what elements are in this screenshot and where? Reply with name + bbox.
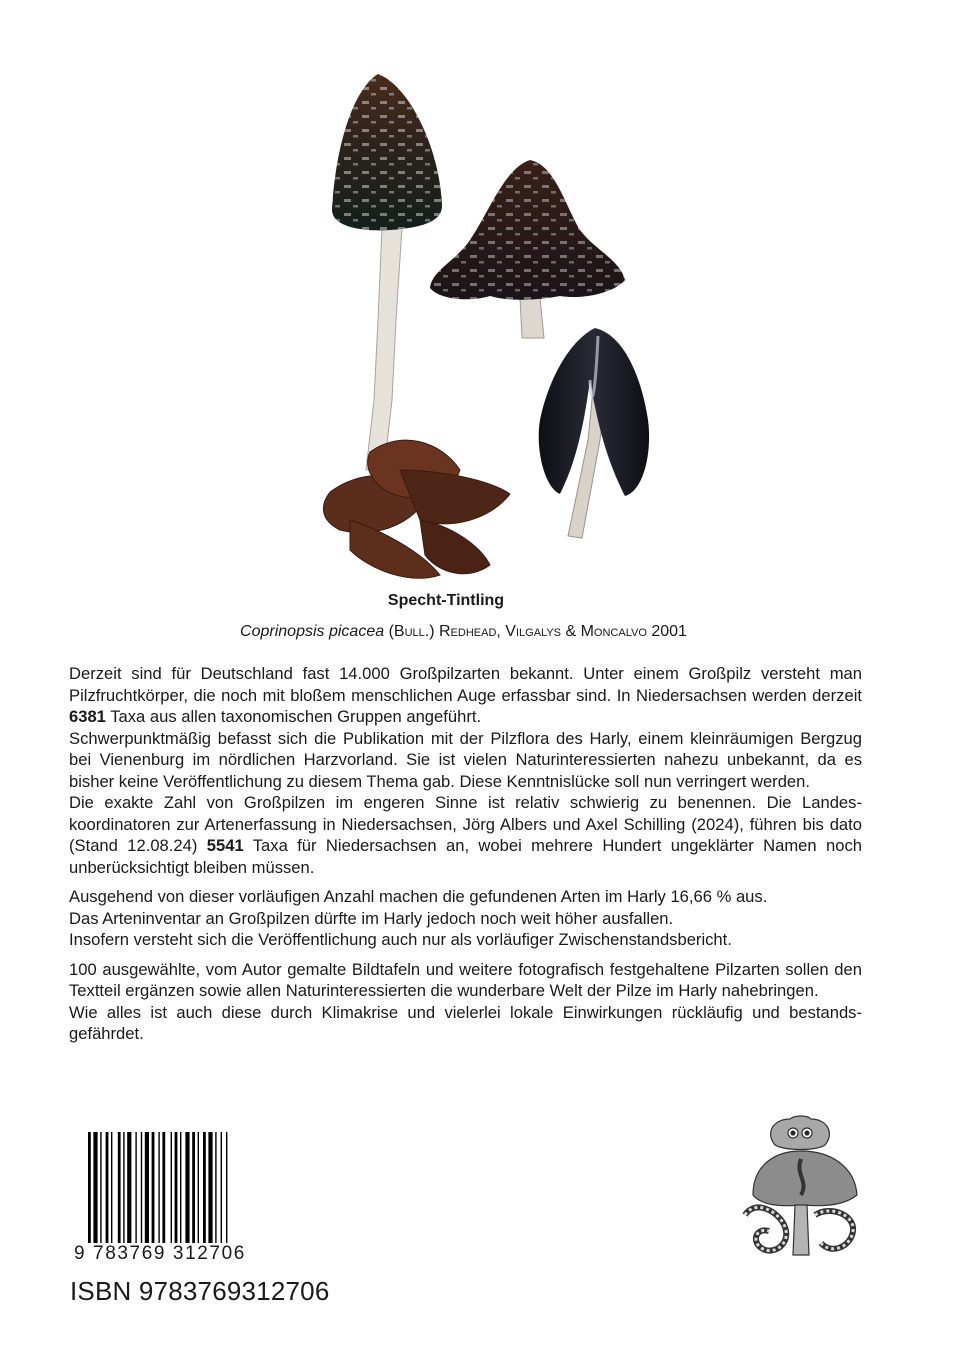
barcode-bar bbox=[118, 1132, 121, 1244]
author-bull: Bull. bbox=[393, 623, 430, 640]
barcode-bar bbox=[123, 1132, 124, 1244]
barcode-bar bbox=[198, 1132, 199, 1244]
isbn-number: ISBN 9783769312706 bbox=[70, 1276, 330, 1306]
barcode-bar bbox=[141, 1132, 142, 1244]
genus-species: Coprinopsis picacea bbox=[240, 623, 385, 640]
leaf-litter bbox=[323, 440, 510, 578]
paragraph-3 bbox=[69, 792, 862, 878]
barcode-bar bbox=[185, 1132, 189, 1244]
year: 2001 bbox=[651, 623, 687, 640]
author-open: ( bbox=[388, 623, 394, 640]
mushroom-illustration-icon bbox=[0, 0, 959, 600]
barcode-bar bbox=[93, 1132, 97, 1256]
p1-text-a: Derzeit sind für Deutschland fast 14.000 Großpilzarten bekannt. Unter einem Großpilz versteht man Pilzfruchtkörper, die noch mit bloßem menschlichen Auge erfassbar sind. In Niedersachsen werden derzeit bbox=[69, 664, 862, 705]
author-redhead: Redhead bbox=[438, 623, 497, 640]
barcode-bar bbox=[152, 1132, 155, 1244]
barcode-digits: 9 783769 312706 bbox=[74, 1243, 246, 1264]
p1-text-b: Taxa aus allen taxonomischen Gruppen angeführt. bbox=[105, 707, 482, 726]
barcode-bar bbox=[208, 1132, 212, 1244]
barcode-bar bbox=[175, 1132, 178, 1244]
barcode-bar bbox=[135, 1132, 136, 1244]
paragraph-6: Insofern versteht sich die Veröffentlichung auch nur als vorläufiger Zwischenstandsbericht. bbox=[69, 930, 732, 949]
author-vilgalys: Vilgalys bbox=[505, 623, 562, 640]
p1-number: 6381 bbox=[69, 707, 106, 726]
barcode-bar bbox=[162, 1132, 165, 1256]
barcode-bar bbox=[203, 1132, 206, 1244]
barcode-bar bbox=[221, 1132, 222, 1256]
paragraph-8: Wie alles ist auch diese durch Klimakrise und vielerlei lokale Einwirkungen rückläufig und bestandsgefährdet. bbox=[69, 1002, 862, 1043]
stem-left bbox=[366, 228, 402, 470]
comma: , bbox=[496, 623, 501, 640]
species-scientific-name bbox=[0, 623, 927, 641]
barcode-bar bbox=[215, 1132, 216, 1244]
barcode-bar bbox=[127, 1132, 131, 1244]
paragraph-4: Ausgehend von dieser vorläufigen Anzahl machen die gefundenen Arten im Harly 16,66 % aus. bbox=[69, 887, 768, 906]
blurb-text bbox=[69, 663, 862, 1045]
stem-middle bbox=[520, 298, 544, 338]
author-close: ) bbox=[429, 623, 435, 640]
paragraph-2: Schwerpunktmäßig befasst sich die Publikation mit der Pilzflora des Harly, einem kleinräumigen Bergzug bei Vienenburg im nördlichen Harzvorland. Sie ist vielen Naturinteressierten nahezu unbekannt, da es bisher keine Veröffentlichung zu diesem Thema gab. Diese Kenntnislücke soll nun verringert werden. bbox=[69, 728, 862, 791]
barcode-bar bbox=[180, 1132, 181, 1244]
p3-text-b: Taxa für Niedersachsen an, wobei mehrere Hundert ungeklärter Namen noch unberücksichtigt bleiben müssen. bbox=[69, 836, 862, 877]
owl-snake-mushroom-logo-icon bbox=[735, 1115, 865, 1265]
barcode-bar bbox=[226, 1132, 227, 1256]
p3-text-a: Die exakte Zahl von Großpilzen im engeren Sinne ist relativ schwierig zu benennen. Die Landeskoordinatoren zur Artenerfassung in Niedersachsen, Jörg Albers und Axel Schilling (2024), führen bis dato (Stand 12.08.24) bbox=[69, 793, 862, 855]
paragraph-1 bbox=[69, 663, 862, 728]
barcode-bar bbox=[145, 1132, 149, 1244]
barcode-bar bbox=[158, 1132, 159, 1256]
author-moncalvo: Moncalvo bbox=[580, 623, 647, 640]
barcode-bar bbox=[106, 1132, 109, 1244]
barcode-bar bbox=[111, 1132, 112, 1244]
barcode-bar bbox=[192, 1132, 195, 1244]
ampersand: & bbox=[565, 623, 577, 640]
paragraph-5: Das Arteninventar an Großpilzen dürfte im Harly jedoch noch weit höher ausfallen. bbox=[69, 908, 674, 928]
barcode-bar bbox=[100, 1132, 101, 1244]
p3-number: 5541 bbox=[206, 836, 244, 855]
species-common-name: Specht-Tintling bbox=[387, 592, 505, 609]
barcode-bar bbox=[171, 1132, 172, 1244]
barcode-bar bbox=[88, 1132, 91, 1256]
paragraph-7: 100 ausgewählte, vom Autor gemalte Bildtafeln und weitere fotografisch festgehaltene Pilzarten sollen den Textteil ergänzen sowie allen Naturinteressierten die wunderbare Welt der Pilze im Harly nahebringen. bbox=[69, 959, 862, 1000]
